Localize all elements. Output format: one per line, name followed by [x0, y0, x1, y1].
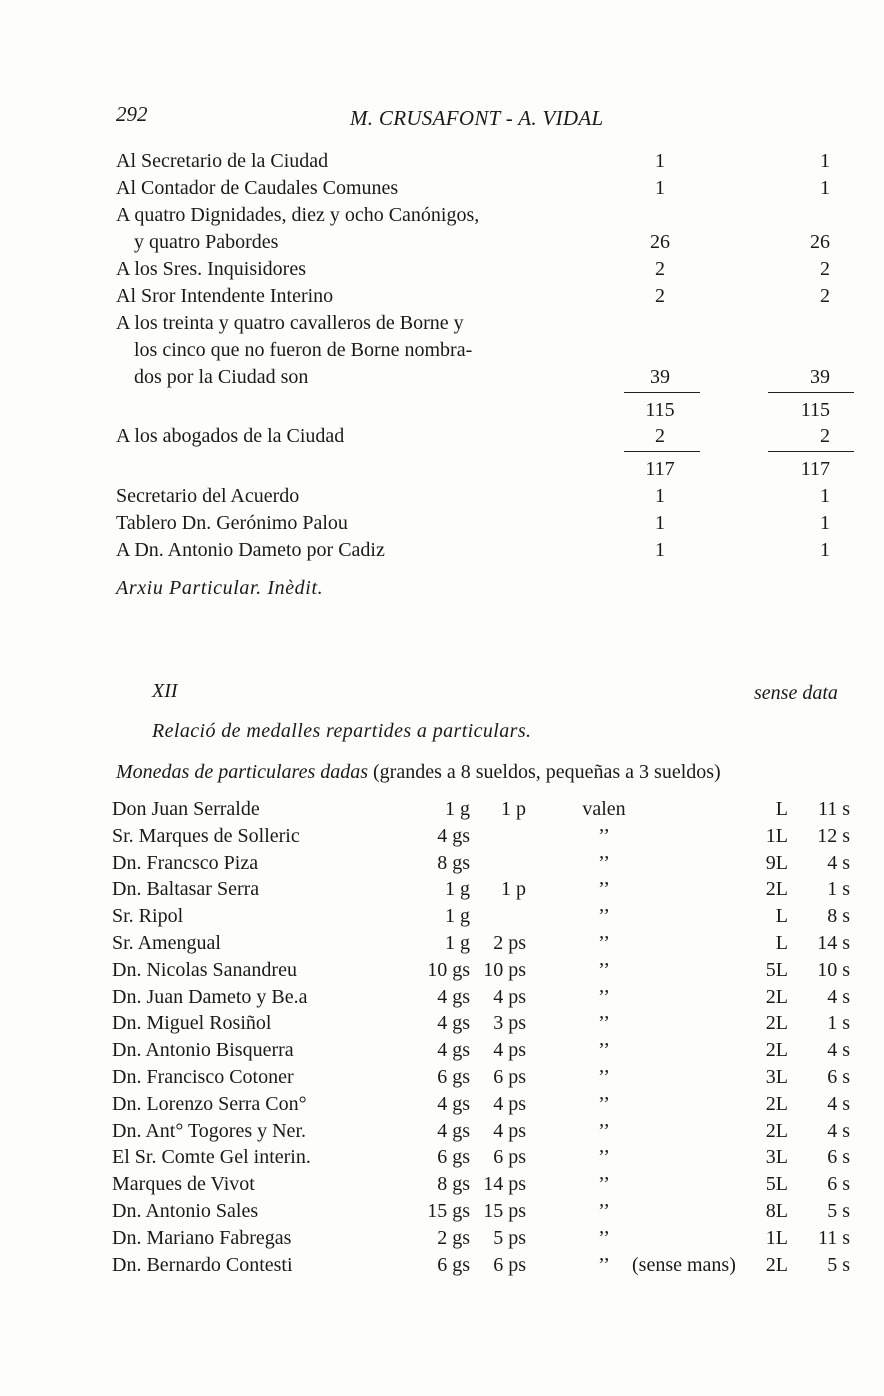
person-name: Dn. Nicolas Sanandreu: [112, 958, 297, 981]
person-name: El Sr. Comte Gel interin.: [112, 1146, 311, 1169]
grandes-count: 6 gs: [437, 1146, 470, 1169]
grandes-count: 4 gs: [437, 1039, 470, 1062]
table-row: [0, 1012, 884, 1038]
valen-mark: ’’: [598, 1200, 610, 1222]
libras-value: L: [775, 905, 788, 928]
list-row: [0, 339, 884, 366]
list-row: [0, 177, 884, 204]
list-label: A los treinta y quatro cavalleros de Borne y: [116, 312, 464, 334]
table-row: [0, 1066, 884, 1092]
pequenas-count: 3 ps: [493, 1012, 526, 1035]
person-name: Dn. Francisco Cotoner: [112, 1066, 294, 1088]
list-label: Al Secretario de la Ciudad: [116, 150, 329, 172]
section-title: Relació de medalles repartides a particulars.: [152, 720, 532, 742]
valen-mark: ’’: [598, 958, 610, 981]
list-label: A los abogados de la Ciudad: [116, 425, 345, 447]
table-row: [0, 1146, 884, 1172]
table-row: [0, 1173, 884, 1199]
sueldos-value: 4 s: [827, 1039, 850, 1062]
valen-mark: ’’: [598, 878, 610, 901]
list-value-a: 2: [655, 425, 665, 447]
sum-rule: [768, 392, 854, 393]
list-row: [0, 258, 884, 285]
valen-mark: ’’: [598, 824, 610, 847]
table-row: [0, 1093, 884, 1119]
valen-mark: ’’: [598, 985, 610, 1008]
table-row: [0, 798, 884, 824]
list-row: [0, 512, 884, 539]
pequenas-count: 4 ps: [493, 985, 526, 1008]
libras-value: 1L: [765, 1226, 788, 1249]
sueldos-value: 1 s: [827, 1012, 850, 1035]
running-title: M. CRUSAFONT - A. VIDAL: [350, 106, 604, 130]
row-note: (sense mans): [632, 1253, 736, 1276]
sueldos-value: 11 s: [817, 798, 850, 820]
list-row: [0, 425, 884, 452]
list-value-a: 2: [655, 258, 665, 280]
libras-value: 2L: [765, 1092, 788, 1115]
libras-value: 2L: [765, 985, 788, 1008]
list-row: [0, 150, 884, 177]
list-value-a: 2: [655, 285, 665, 307]
grandes-count: 10 gs: [427, 958, 470, 981]
person-name: Dn. Francsco Piza: [112, 851, 259, 874]
valen-mark: ’’: [598, 1092, 610, 1115]
list-label: los cinco que no fueron de Borne nombra-: [134, 339, 473, 361]
section-number: XII: [152, 680, 178, 702]
sum-rule: [624, 451, 700, 452]
sueldos-value: 5 s: [827, 1253, 850, 1276]
table-row: [0, 1120, 884, 1146]
libras-value: 2L: [765, 1253, 788, 1276]
person-name: Dn. Antonio Sales: [112, 1200, 259, 1222]
subtitle-italic: Monedas de particulares dadas: [116, 761, 369, 783]
pequenas-count: 6 ps: [493, 1146, 526, 1169]
list-value-a: 115: [645, 399, 675, 421]
libras-value: 8L: [765, 1200, 788, 1222]
list-value-b: 2: [820, 258, 830, 280]
valen-mark: ’’: [598, 1066, 610, 1088]
table-row: [0, 825, 884, 851]
section-subtitle: [116, 761, 721, 784]
list-row: [0, 204, 884, 231]
sueldos-value: 5 s: [827, 1200, 850, 1222]
libras-value: 3L: [765, 1066, 788, 1088]
sueldos-value: 4 s: [827, 1119, 850, 1142]
person-name: Dn. Lorenzo Serra Con°: [112, 1092, 307, 1115]
libras-value: 2L: [765, 1119, 788, 1142]
sueldos-value: 6 s: [827, 1146, 850, 1169]
table-row: [0, 986, 884, 1012]
grandes-count: 4 gs: [437, 1092, 470, 1115]
table-row: [0, 1227, 884, 1253]
libras-value: 2L: [765, 1012, 788, 1035]
pequenas-count: 4 ps: [493, 1119, 526, 1142]
list-row: [0, 231, 884, 258]
pequenas-count: 15 ps: [483, 1200, 526, 1222]
list-row: [0, 539, 884, 566]
libras-value: L: [775, 932, 788, 954]
libras-value: 5L: [765, 958, 788, 981]
total-row: [0, 458, 884, 485]
grandes-count: 1 g: [445, 932, 470, 954]
section-date: sense data: [754, 682, 838, 704]
valen-mark: ’’: [598, 905, 610, 928]
pequenas-count: 1 p: [501, 878, 526, 901]
grandes-count: 2 gs: [437, 1226, 470, 1249]
list-label: Al Sror Intendente Interino: [116, 285, 334, 307]
grandes-count: 4 gs: [437, 1012, 470, 1035]
grandes-count: 4 gs: [437, 985, 470, 1008]
valen-mark: ’’: [598, 1253, 610, 1276]
list-value-b: 1: [820, 539, 830, 561]
valen-mark: ’’: [598, 932, 610, 954]
list-value-b: 1: [820, 177, 830, 199]
grandes-count: 1 g: [445, 878, 470, 901]
table-row: [0, 905, 884, 931]
person-name: Dn. Ant° Togores y Ner.: [112, 1119, 306, 1142]
person-name: Dn. Mariano Fabregas: [112, 1226, 292, 1249]
list-value-a: 1: [655, 177, 665, 199]
list-row: [0, 285, 884, 312]
sueldos-value: 4 s: [827, 1092, 850, 1115]
list-value-a: 39: [650, 366, 670, 388]
person-name: Sr. Amengual: [112, 932, 221, 954]
sueldos-value: 6 s: [827, 1066, 850, 1088]
sum-rule: [624, 392, 700, 393]
sueldos-value: 12 s: [817, 824, 850, 847]
list-value-b: 117: [800, 458, 830, 480]
valen-mark: ’’: [598, 1012, 610, 1035]
pequenas-count: 6 ps: [493, 1253, 526, 1276]
list-value-a: 1: [655, 150, 665, 172]
sueldos-value: 6 s: [827, 1173, 850, 1196]
list-row: [0, 366, 884, 393]
person-name: Dn. Juan Dameto y Be.a: [112, 985, 308, 1008]
libras-value: 9L: [765, 851, 788, 874]
pequenas-count: 4 ps: [493, 1039, 526, 1062]
subtitle-rest: (grandes a 8 sueldos, pequeñas a 3 sueldos): [368, 761, 721, 783]
libras-value: 1L: [765, 824, 788, 847]
sueldos-value: 10 s: [817, 958, 850, 981]
pequenas-count: 2 ps: [493, 932, 526, 954]
list-label: A los Sres. Inquisidores: [116, 258, 306, 280]
valen-mark: ’’: [598, 851, 610, 874]
pequenas-count: 5 ps: [493, 1226, 526, 1249]
person-name: Don Juan Serralde: [112, 798, 260, 820]
pequenas-count: 1 p: [501, 798, 526, 820]
person-name: Dn. Baltasar Serra: [112, 878, 260, 901]
valen-mark: ’’: [598, 1146, 610, 1169]
pequenas-count: 6 ps: [493, 1066, 526, 1088]
list-value-b: 2: [820, 425, 830, 447]
list-value-b: 39: [810, 366, 830, 388]
valen-mark: ’’: [598, 1226, 610, 1249]
list-label: Tablero Dn. Gerónimo Palou: [116, 512, 348, 534]
list-label: Al Contador de Caudales Comunes: [116, 177, 399, 199]
list-value-b: 26: [810, 231, 830, 253]
list-label: y quatro Pabordes: [134, 231, 279, 253]
valen-mark: ’’: [598, 1173, 610, 1196]
grandes-count: 8 gs: [437, 1173, 470, 1196]
list-label: A quatro Dignidades, diez y ocho Canónigos,: [116, 204, 480, 226]
grandes-count: 6 gs: [437, 1066, 470, 1088]
person-name: Sr. Marques de Solleric: [112, 824, 300, 847]
source-note: Arxiu Particular. Inèdit.: [116, 577, 324, 599]
subtotal-row: [0, 399, 884, 426]
sueldos-value: 4 s: [827, 985, 850, 1008]
list-value-a: 117: [645, 458, 675, 480]
valen-mark: ’’: [598, 1119, 610, 1142]
pequenas-count: 10 ps: [483, 958, 526, 981]
pequenas-count: 14 ps: [483, 1173, 526, 1196]
pequenas-count: 4 ps: [493, 1092, 526, 1115]
table-row: [0, 1039, 884, 1065]
sueldos-value: 11 s: [817, 1226, 850, 1249]
list-value-b: 115: [800, 399, 830, 421]
libras-value: 5L: [765, 1173, 788, 1196]
libras-value: 2L: [765, 1039, 788, 1062]
grandes-count: 4 gs: [437, 1119, 470, 1142]
libras-value: 2L: [765, 878, 788, 901]
list-label: A Dn. Antonio Dameto por Cadiz: [116, 539, 385, 561]
grandes-count: 6 gs: [437, 1253, 470, 1276]
grandes-count: 4 gs: [437, 824, 470, 847]
person-name: Dn. Miguel Rosiñol: [112, 1012, 272, 1035]
table-row: [0, 878, 884, 904]
table-row: [0, 852, 884, 878]
valen-mark: valen: [582, 798, 626, 820]
list-value-a: 1: [655, 539, 665, 561]
libras-value: 3L: [765, 1146, 788, 1169]
list-value-b: 1: [820, 512, 830, 534]
list-value-b: 1: [820, 485, 830, 507]
grandes-count: 1 g: [445, 905, 470, 928]
valen-mark: ’’: [598, 1039, 610, 1062]
table-row: [0, 932, 884, 958]
libras-value: L: [775, 798, 788, 820]
list-value-b: 2: [820, 285, 830, 307]
list-value-a: 1: [655, 512, 665, 534]
list-label: dos por la Ciudad son: [134, 366, 309, 388]
sueldos-value: 4 s: [827, 851, 850, 874]
person-name: Marques de Vivot: [112, 1173, 255, 1196]
table-row: [0, 959, 884, 985]
page-number: 292: [116, 102, 148, 126]
table-row: [0, 1254, 884, 1280]
grandes-count: 8 gs: [437, 851, 470, 874]
sueldos-value: 8 s: [827, 905, 850, 928]
sum-rule: [768, 451, 854, 452]
grandes-count: 1 g: [445, 798, 470, 820]
person-name: Sr. Ripol: [112, 905, 184, 928]
list-value-a: 26: [650, 231, 670, 253]
table-row: [0, 1200, 884, 1226]
person-name: Dn. Antonio Bisquerra: [112, 1039, 294, 1062]
sueldos-value: 1 s: [827, 878, 850, 901]
grandes-count: 15 gs: [427, 1200, 470, 1222]
list-value-a: 1: [655, 485, 665, 507]
list-value-b: 1: [820, 150, 830, 172]
list-row: [0, 485, 884, 512]
sueldos-value: 14 s: [817, 932, 850, 954]
list-row: [0, 312, 884, 339]
person-name: Dn. Bernardo Contesti: [112, 1253, 293, 1276]
list-label: Secretario del Acuerdo: [116, 485, 300, 507]
